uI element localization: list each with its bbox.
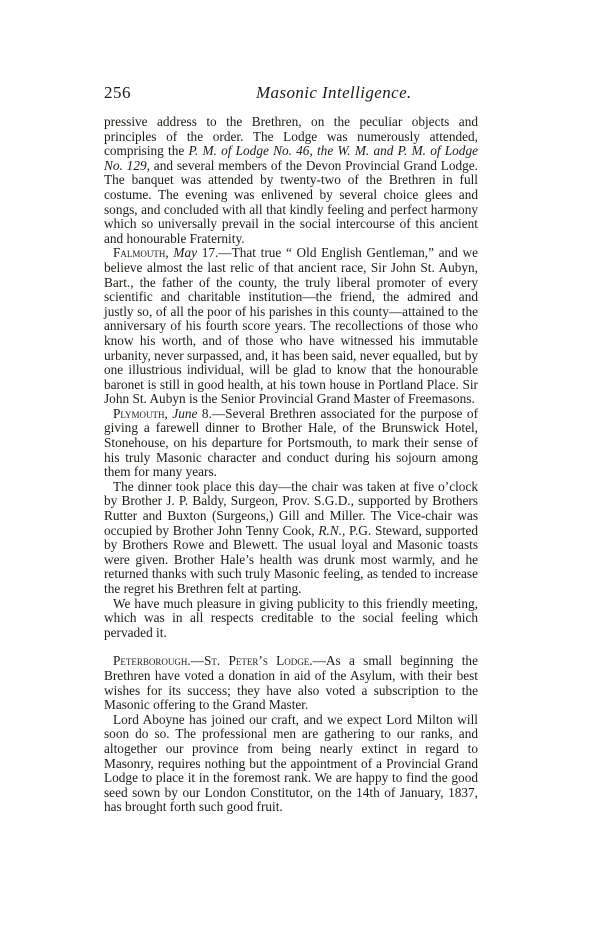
text-run: and several members of the Devon Provincial Grand Lodge. The banquet was attended by twenty-two of the Brethren in full costume. The evening was enlivened by several choice glees and songs, and concluded with all that kindly feeling and perfect harmony which so universally prevail in the social intercourse of this ancient and honourable Fraternity. (104, 157, 478, 246)
paragraph-peterborough (104, 654, 478, 712)
page-number: 256 (104, 83, 131, 102)
text-run: Plymouth, (113, 405, 168, 421)
paragraph-lord-aboyne (104, 713, 478, 815)
text-run: June (172, 405, 198, 421)
body-text (104, 115, 478, 815)
page-header (104, 83, 474, 105)
paragraph-falmouth (104, 246, 478, 407)
running-title: Masonic Intelligence. (256, 83, 412, 102)
text-run: May (173, 245, 198, 261)
text-run: pressive address to the Brethren, on the peculiar objects and principles of the order. The Lodge was numerously attended, comprising the (104, 114, 478, 159)
text-run: The dinner took place this day—the chair was taken at five o’clock by Brother J. P. Baldy, Surgeon, Prov. S.G.D., supported by Brothers Rutter and Buxton (Surgeons,) Gill and Miller. The Vice-chair was occupied by Brother John Tenny Cook, (104, 478, 478, 538)
text-run: P. M. of Lodge No. 46, the W. M. and P. M. of Lodge No. 129, (104, 143, 478, 173)
text-run: We have much pleasure in giving publicity to this friendly meeting, which was in all respects creditable to the social feeling which pervaded it. (104, 595, 478, 640)
paragraph-dinner (104, 480, 478, 597)
text-run: Falmouth, (113, 245, 169, 261)
paragraph-lodge-address (104, 115, 478, 246)
text-run: 17.—That true “ Old English Gentleman,” and we believe almost the last relic of that ancient race, Sir John St. Aubyn, Bart., the father of the county, the truly liberal promoter of every scientific and charitable institution—the friend, the admired and justly so, of all the poor of his parishes in this county—attained to the anniversary of his fourth score years. The recollections of those who know his worth, and of those who have witnessed his immutable urbanity, never surpassed, and, it has been said, never equalled, but by one illustrious individual, will be glad to know that the honourable baronet is still in good health, at his town house in Portland Place. Sir John St. Aubyn is the Senior Provincial Grand Master of Freemasons. (104, 245, 479, 407)
text-run: Lord Aboyne has joined our craft, and we expect Lord Milton will soon do so. The professional men are gathering to our ranks, and altogether our province from being nearly extinct in regard to Masonry, requires nothing but the appointment of a Provincial Grand Lodge to place it in the foremost rank. We are happy to find the good seed sown by our London Constitutor, on the 14th of January, 1837, has brought forth such good fruit. (104, 711, 478, 815)
text-run: Peterborough.—St. Peter’s Lodge. (113, 653, 313, 669)
text-run: —As a small beginning the Brethren have voted a donation in aid of the Asylum, with their best wishes for its success; they have also voted a subscription to the Masonic offering to the Grand Master. (104, 653, 478, 713)
paragraph-plymouth (104, 407, 478, 480)
text-run: R.N., (318, 522, 346, 538)
paragraph-publicity (104, 597, 478, 641)
text-run: P.G. Steward, supported by Brothers Rowe and Blewett. The usual loyal and Masonic toasts were given. Brother Hale’s health was drunk most warmly, and he returned thanks with such truly Masonic feeling, as tended to increase the regret his Brethren felt at parting. (104, 522, 479, 596)
text-run: 8.—Several Brethren associated for the purpose of giving a farewell dinner to Brother Hale, of the Brunswick Hotel, Stonehouse, on his departure for Portsmouth, to mark their sense of his truly Masonic character and conduct during his sojourn among them for many years. (104, 405, 478, 480)
